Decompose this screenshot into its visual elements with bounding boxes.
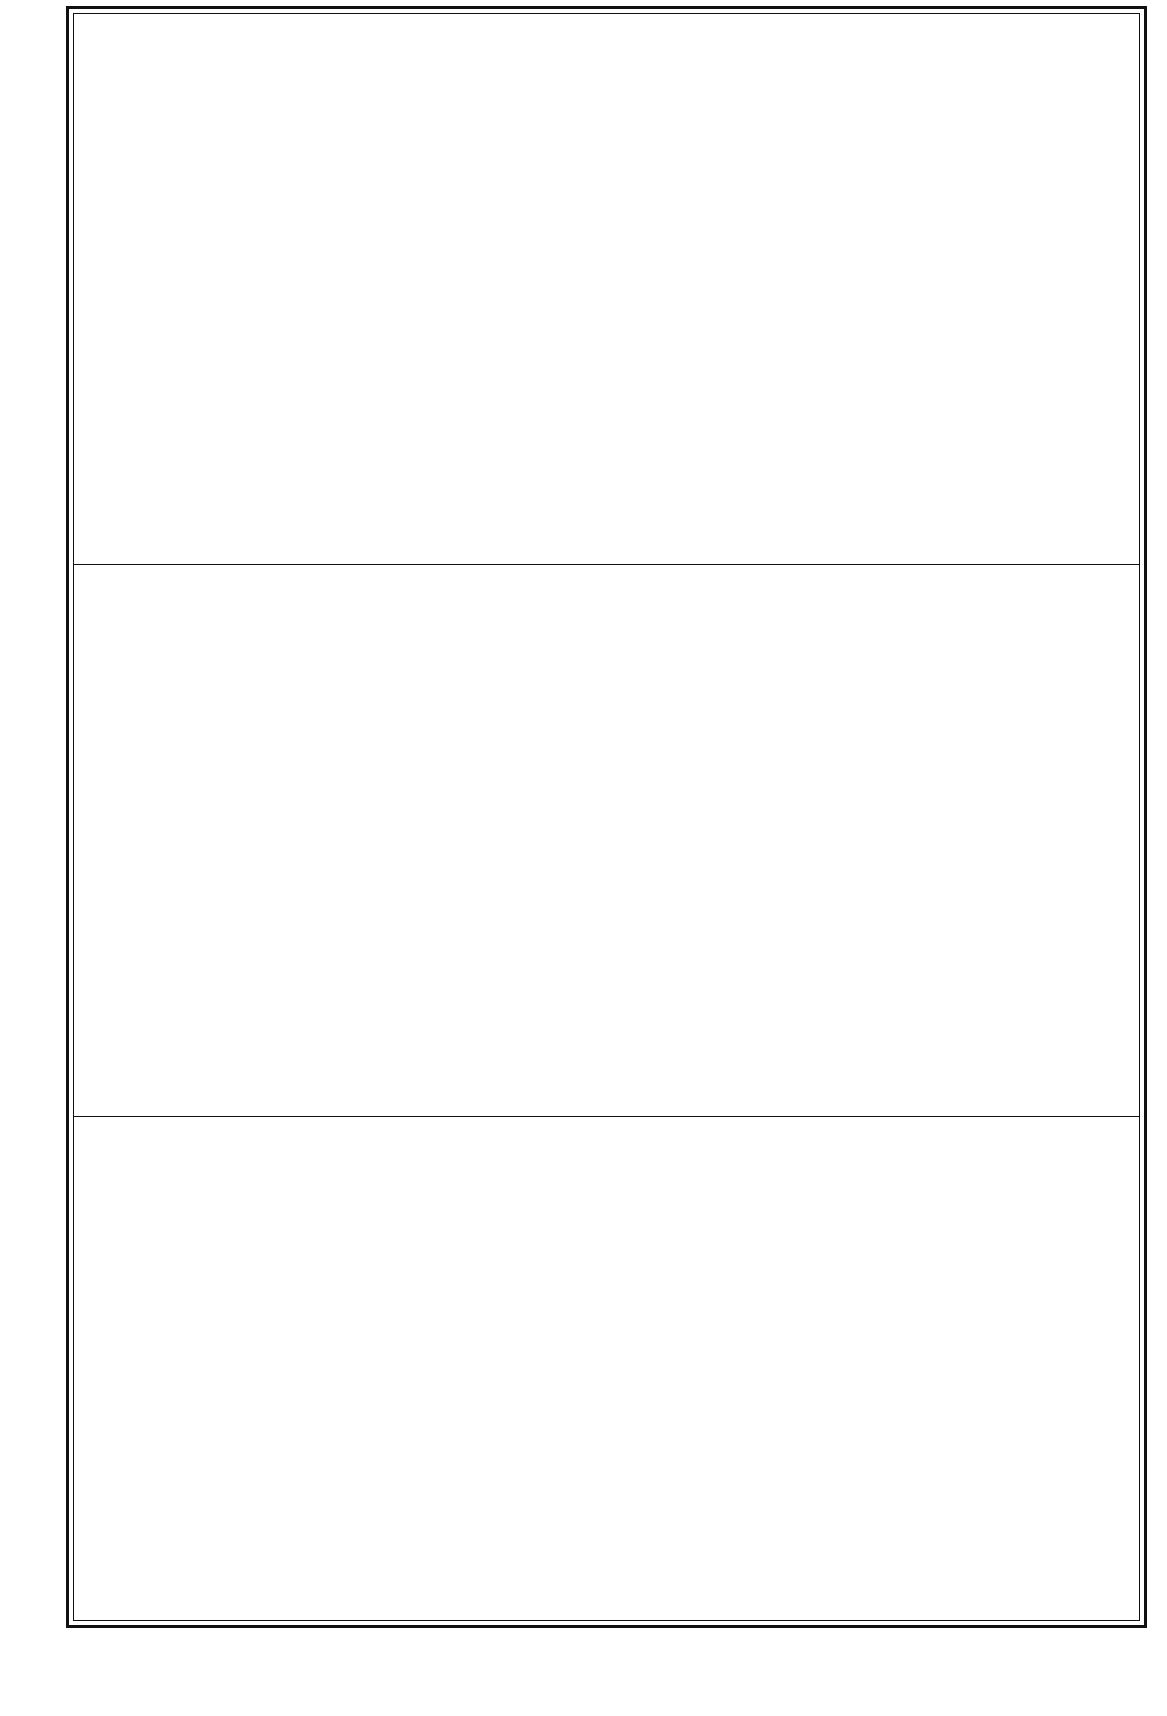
text-column <box>673 577 725 1104</box>
text-column <box>281 577 333 1104</box>
text-column <box>953 1129 1005 1614</box>
text-column <box>785 577 837 1104</box>
text-column <box>953 577 1005 1104</box>
text-column <box>561 577 613 1104</box>
text-column <box>169 577 221 1104</box>
text-column <box>897 577 949 1104</box>
text-column <box>841 577 893 1104</box>
upper-register <box>74 14 1139 564</box>
upper-register-columns <box>96 26 1117 552</box>
text-column <box>729 1129 781 1614</box>
text-column <box>281 26 333 552</box>
text-column <box>617 26 669 552</box>
text-column <box>1065 577 1117 1104</box>
middle-register <box>74 564 1139 1116</box>
text-column <box>1009 577 1061 1104</box>
text-column <box>1009 1129 1061 1614</box>
middle-register-columns <box>96 577 1117 1104</box>
text-column <box>169 26 221 552</box>
text-column <box>953 26 1005 552</box>
text-column <box>393 1129 445 1614</box>
text-column <box>393 577 445 1104</box>
text-column <box>225 1129 277 1614</box>
text-column <box>841 26 893 552</box>
text-column <box>1065 26 1117 552</box>
text-column <box>841 1129 893 1614</box>
text-column <box>505 577 557 1104</box>
text-column <box>561 1129 613 1614</box>
text-column <box>729 577 781 1104</box>
lower-register <box>74 1116 1139 1626</box>
text-column <box>169 1129 221 1614</box>
text-column <box>1009 26 1061 552</box>
text-column <box>729 26 781 552</box>
lower-register-columns <box>96 1129 1117 1614</box>
text-column <box>785 1129 837 1614</box>
text-column <box>225 577 277 1104</box>
text-column <box>337 577 389 1104</box>
text-column <box>505 1129 557 1614</box>
text-column <box>505 26 557 552</box>
text-column <box>281 1129 333 1614</box>
text-column <box>785 26 837 552</box>
text-column <box>897 26 949 552</box>
text-column <box>673 1129 725 1614</box>
text-frame <box>66 6 1147 1628</box>
text-column <box>225 26 277 552</box>
text-column <box>393 26 445 552</box>
text-column <box>449 1129 501 1614</box>
text-column <box>337 1129 389 1614</box>
text-column <box>673 26 725 552</box>
text-column <box>337 26 389 552</box>
text-column <box>897 1129 949 1614</box>
text-column <box>617 1129 669 1614</box>
page-number <box>18 1160 62 1600</box>
text-column <box>449 26 501 552</box>
text-frame-inner <box>73 13 1140 1621</box>
text-column <box>561 26 613 552</box>
text-column <box>1065 1129 1117 1614</box>
text-column <box>617 577 669 1104</box>
text-column <box>449 577 501 1104</box>
